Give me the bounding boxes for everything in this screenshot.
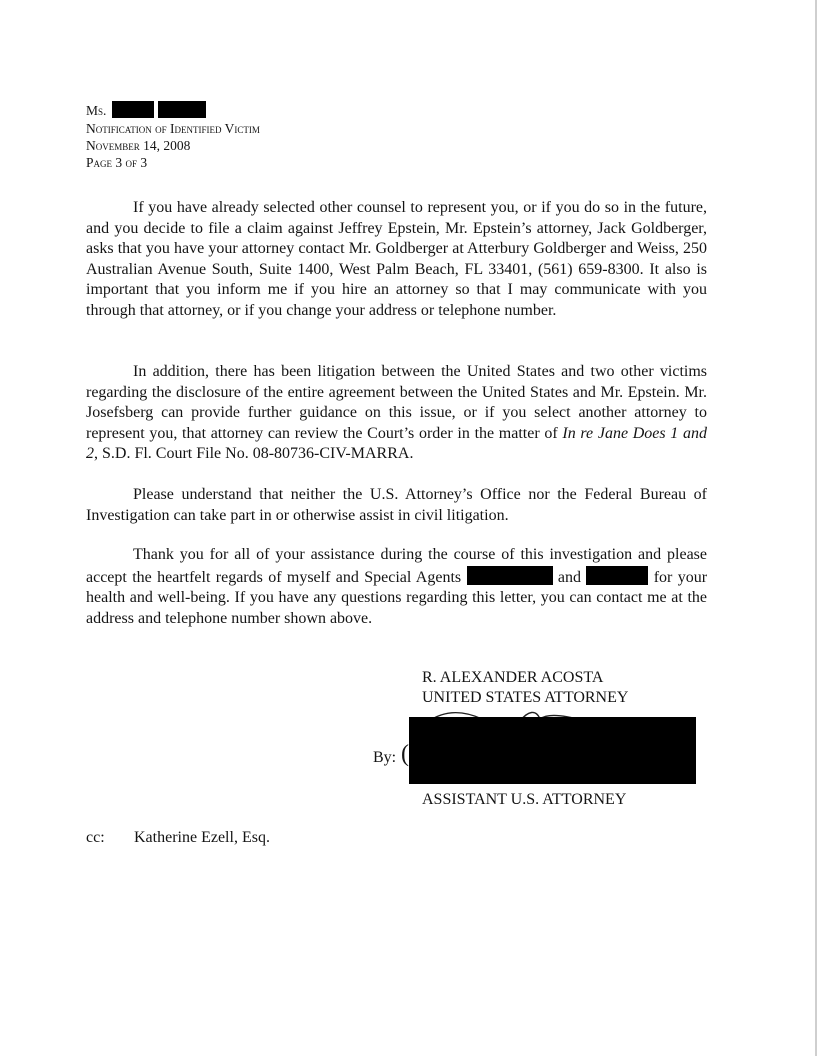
- letter-header: [86, 101, 260, 171]
- redacted-agent-name-1: [467, 566, 553, 585]
- paragraph-civil-litigation: [86, 485, 707, 526]
- redacted-last-name: [158, 101, 206, 118]
- paragraph-litigation: [86, 362, 707, 465]
- recipient-prefix: Ms.: [86, 103, 107, 118]
- cc-recipient: Katherine Ezell, Esq.: [134, 829, 270, 846]
- paragraph-counsel: [86, 198, 707, 322]
- recipient-line: [86, 101, 260, 120]
- redacted-agent-name-2: [586, 566, 648, 585]
- paragraph-thanks-closing: for your health and well-being. If you have any questions regarding this letter, you can contact me at the address and telephone number shown above.: [86, 568, 708, 627]
- paragraph-thanks-text: Thank you for all of your assistance during the course of this investigation and please accept the heartfelt regards of myself and Special Agents: [86, 546, 707, 586]
- signatory-name: R. ALEXANDER ACOSTA: [422, 669, 604, 686]
- carbon-copy-line: [86, 829, 270, 847]
- conjunction-and: and: [557, 568, 581, 586]
- paragraph-civil-litigation-text: Please understand that neither the U.S. Attorney’s Office nor the Federal Bureau of Investigation can take part in or otherwise assist in civil litigation.: [86, 486, 707, 524]
- paragraph-counsel-text: If you have already selected other counsel to represent you, or if you do so in the future, and you decide to file a claim against Jeffrey Epstein, Mr. Epstein’s attorney, Jack Goldberger, asks that you have your attorney contact Mr. Goldberger at Atterbury Goldberger and Weiss, 250 Australian Avenue South, Suite 1400, West Palm Beach, FL 33401, (561) 659-8300. It also is important that you inform me if you hire an attorney so that I may communicate with you through that attorney, or if you change your address or telephone number.: [86, 199, 707, 319]
- court-file-text: , S.D. Fl. Court File No. 08-80736-CIV-MARRA.: [94, 445, 414, 463]
- redacted-first-name: [112, 101, 154, 118]
- by-label: By:: [373, 749, 397, 766]
- signatory-role: ASSISTANT U.S. ATTORNEY: [422, 791, 627, 808]
- case-name: In re Jane Does 1 and 2: [86, 424, 707, 463]
- header-subject: Notification of Identified Victim: [86, 121, 260, 136]
- header-date: November 14, 2008: [86, 138, 191, 153]
- cc-label: cc:: [86, 829, 105, 846]
- paragraph-thanks: [86, 545, 707, 629]
- header-page-number: Page 3 of 3: [86, 155, 148, 170]
- paragraph-litigation-text: In addition, there has been litigation between the United States and two other victims regarding the disclosure of the entire agreement between the United States and Mr. Epstein. Mr. Josefsberg can provide further guidance on this issue, or if you select another attorney to represent you, that attorney can review the Court’s order in the matter of: [86, 363, 707, 442]
- redacted-signature-tail: [442, 770, 497, 782]
- signature-paren: (: [401, 741, 409, 767]
- signatory-title: UNITED STATES ATTORNEY: [422, 689, 629, 706]
